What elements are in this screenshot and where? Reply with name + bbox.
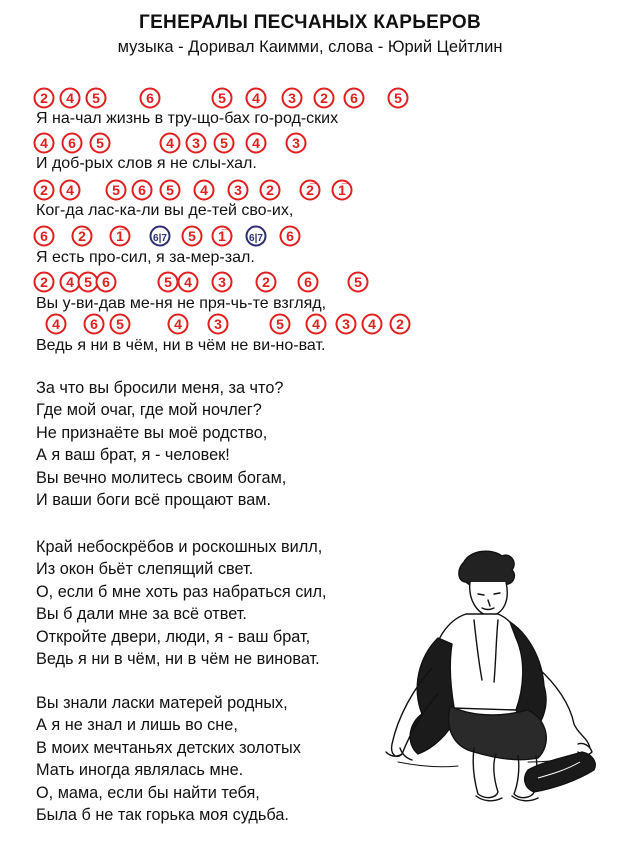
note-label: 3	[218, 274, 226, 290]
note-label: 3	[342, 316, 350, 332]
lyric-line-6: Ведь я ни в чём, ни в чём не ви-но-ват.	[36, 337, 326, 354]
note-label: 6	[286, 228, 294, 244]
verse-line: Вы знали ласки матерей родных,	[36, 694, 288, 712]
note-marker	[85, 315, 104, 334]
note-marker	[363, 315, 382, 334]
note-label: 4	[368, 316, 376, 332]
note-marker	[307, 315, 326, 334]
note-label: 6|7	[153, 233, 167, 244]
note-label: 4	[52, 316, 60, 332]
lyric-line-3: Ког-да лас-ка-ли вы де-тей сво-их,	[36, 202, 294, 219]
note-label: 6	[304, 274, 312, 290]
note-label: 6|7	[249, 233, 263, 244]
verse-line: Вы б дали мне за всё ответ.	[36, 605, 247, 624]
note-label: 5	[84, 274, 92, 290]
note-marker	[195, 181, 214, 200]
note-marker	[63, 134, 82, 153]
verse-line: Край небоскрёбов и роскошных вилл,	[36, 538, 323, 556]
note-label: 2	[40, 90, 48, 106]
note-marker	[111, 315, 130, 334]
note-label: 6	[90, 316, 98, 332]
note-marker-blue	[151, 227, 170, 246]
note-marker	[73, 227, 92, 246]
note-label: 1̅	[338, 182, 346, 198]
note-label: 4	[166, 135, 174, 151]
note-label: 5	[96, 135, 104, 151]
note-label: 2	[396, 316, 404, 332]
lyric-line-1: Я на-чал жизнь в тру-що-бах го-род-ских	[36, 110, 339, 127]
note-label: 6	[102, 274, 110, 290]
verse-line: За что вы бросили меня, за что?	[36, 379, 284, 397]
note-label: 5	[166, 182, 174, 198]
note-label: 3	[234, 182, 242, 198]
note-marker	[111, 227, 130, 246]
note-marker	[133, 181, 152, 200]
note-marker	[213, 89, 232, 108]
note-label: 4	[66, 182, 74, 198]
note-label: 1̅	[218, 228, 226, 244]
note-marker	[349, 273, 368, 292]
verse-line: Откройте двери, люди, я - ваш брат,	[36, 627, 311, 646]
verse-line: Не признаёте вы моё родство,	[36, 423, 268, 442]
boy-illustration-icon	[378, 548, 610, 808]
note-marker	[183, 227, 202, 246]
note-label: 5	[276, 316, 284, 332]
verse-line: Вы вечно молитесь своим богам,	[36, 468, 287, 487]
note-marker	[247, 134, 266, 153]
note-marker	[161, 181, 180, 200]
note-marker	[301, 181, 320, 200]
note-marker	[35, 227, 54, 246]
note-label: 5	[394, 90, 402, 106]
note-label: 5	[354, 274, 362, 290]
song-title: ГЕНЕРАЛЫ ПЕСЧАНЫХ КАРЬЕРОВ	[139, 12, 481, 33]
note-label: 5	[116, 316, 124, 332]
note-label: 3	[288, 90, 296, 106]
note-label: 6	[40, 228, 48, 244]
note-label: 4	[252, 90, 260, 106]
note-marker	[333, 181, 352, 200]
note-marker	[209, 315, 228, 334]
note-marker	[87, 89, 106, 108]
note-marker	[287, 134, 306, 153]
verse-line: О, если б мне хоть раз набраться сил,	[36, 582, 327, 601]
note-label: 2	[266, 182, 274, 198]
note-marker	[337, 315, 356, 334]
note-marker-blue	[247, 227, 266, 246]
note-marker	[283, 89, 302, 108]
verse-line: Из окон бьёт слепящий свет.	[36, 560, 254, 579]
verse-line: Ведь я ни в чём, ни в чём не виноват.	[36, 650, 320, 669]
note-label: 2̅	[78, 228, 86, 244]
note-label: 6	[138, 182, 146, 198]
note-marker	[315, 89, 334, 108]
verse-line: А я не знал и лишь во сне,	[36, 716, 238, 735]
lyric-line-2: И доб-рых слов я не слы-хал.	[36, 155, 257, 172]
note-marker	[213, 273, 232, 292]
note-label: 4	[40, 135, 48, 151]
note-marker	[107, 181, 126, 200]
note-label: 5	[92, 90, 100, 106]
note-marker	[161, 134, 180, 153]
note-marker	[247, 89, 266, 108]
note-label: 2	[40, 274, 48, 290]
note-marker	[47, 315, 66, 334]
note-marker	[61, 273, 80, 292]
verse-line: Была б не так горька моя судьба.	[36, 806, 289, 825]
note-marker	[159, 273, 178, 292]
verse-3	[36, 536, 326, 670]
note-marker	[261, 181, 280, 200]
song-credits: музыка - Доривал Каимми, слова - Юрий Цейтлин	[117, 38, 503, 56]
verse-2	[36, 377, 286, 511]
note-label: 2	[320, 90, 328, 106]
note-label: 3	[192, 135, 200, 151]
note-label: 5	[220, 135, 228, 151]
note-marker	[389, 89, 408, 108]
verse-line: В моих мечтаньях детских золотых	[36, 738, 301, 757]
note-marker	[229, 181, 248, 200]
verse-line: О, мама, если бы найти тебя,	[36, 783, 260, 802]
note-label: 6	[146, 90, 154, 106]
note-label: 2	[262, 274, 270, 290]
note-marker	[91, 134, 110, 153]
note-marker	[61, 181, 80, 200]
note-marker	[299, 273, 318, 292]
note-label: 4	[252, 135, 260, 151]
note-label: 1̅	[116, 228, 124, 244]
note-marker	[213, 227, 232, 246]
note-label: 4	[200, 182, 208, 198]
note-label: 5	[188, 228, 196, 244]
note-label: 5	[112, 182, 120, 198]
note-marker	[141, 89, 160, 108]
note-marker	[187, 134, 206, 153]
note-label: 4	[66, 274, 74, 290]
note-label: 5	[164, 274, 172, 290]
note-label: 5	[218, 90, 226, 106]
note-label: 4	[184, 274, 192, 290]
note-marker	[281, 227, 300, 246]
note-label: 2	[40, 182, 48, 198]
note-marker	[97, 273, 116, 292]
note-marker	[35, 134, 54, 153]
verse-4	[36, 692, 301, 826]
note-marker	[61, 89, 80, 108]
lyric-line-4: Я есть про-сил, я за-мер-зал.	[36, 249, 255, 266]
note-marker	[35, 89, 54, 108]
verse-line: И ваши боги всё прощают вам.	[36, 491, 271, 510]
note-marker	[271, 315, 290, 334]
verse-line: А я ваш брат, я - человек!	[36, 446, 230, 465]
note-marker	[391, 315, 410, 334]
note-marker	[79, 273, 98, 292]
note-marker	[215, 134, 234, 153]
note-marker	[35, 273, 54, 292]
note-label: 6	[350, 90, 358, 106]
note-label: 3	[214, 316, 222, 332]
note-label: 6	[68, 135, 76, 151]
note-marker	[345, 89, 364, 108]
note-label: 4	[312, 316, 320, 332]
note-marker	[257, 273, 276, 292]
note-label: 4	[174, 316, 182, 332]
verse-line: Где мой очаг, где мой ночлег?	[36, 401, 262, 420]
note-label: 2̅	[306, 182, 314, 198]
note-marker	[35, 181, 54, 200]
note-label: 3	[292, 135, 300, 151]
note-label: 4	[66, 90, 74, 106]
note-marker	[169, 315, 188, 334]
lyric-line-5: Вы у-ви-дав ме-ня не пря-чь-те взгляд,	[36, 295, 327, 312]
verse-line: Мать иногда являлась мне.	[36, 761, 244, 780]
note-marker	[179, 273, 198, 292]
